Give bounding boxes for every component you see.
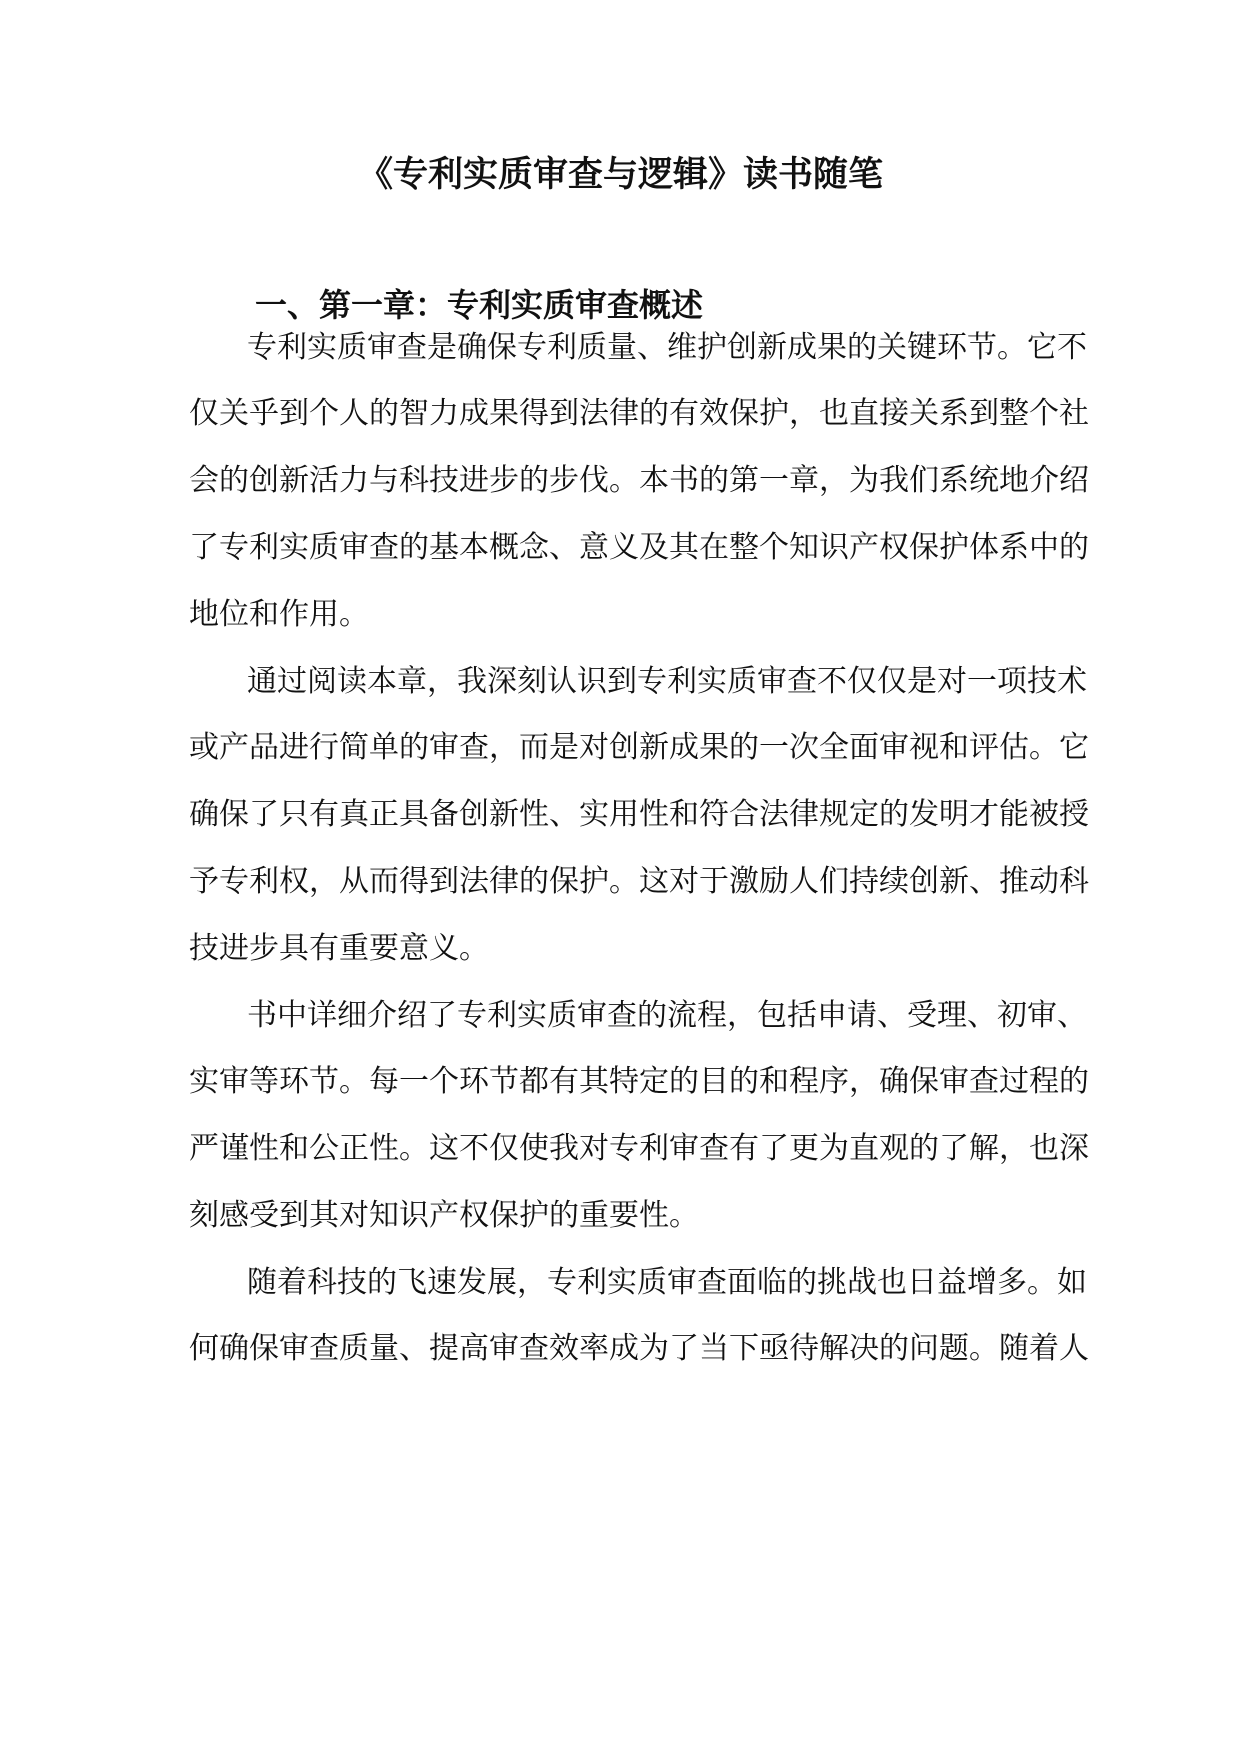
paragraph-2-line-3: 确保了只有真正具备创新性、实用性和符合法律规定的发明才能被授 (189, 797, 1089, 832)
document-title: 《专利实质审查与逻辑》读书随笔 (357, 154, 883, 195)
paragraph-2-line-1: 通过阅读本章，我深刻认识到专利实质审查不仅仅是对一项技术 (247, 664, 1087, 699)
paragraph-1-line-3: 会的创新活力与科技进步的步伐。本书的第一章，为我们系统地介绍 (189, 463, 1089, 498)
paragraph-3-line-3: 严谨性和公正性。这不仅使我对专利审查有了更为直观的了解，也深 (189, 1131, 1089, 1166)
paragraph-1-line-4: 了专利实质审查的基本概念、意义及其在整个知识产权保护体系中的 (189, 530, 1089, 565)
paragraph-3-line-1: 书中详细介绍了专利实质审查的流程，包括申请、受理、初审、 (247, 998, 1087, 1033)
paragraph-4-line-2: 何确保审查质量、提高审查效率成为了当下亟待解决的问题。随着人 (189, 1331, 1089, 1366)
paragraph-2-line-2: 或产品进行简单的审查，而是对创新成果的一次全面审视和评估。它 (189, 730, 1089, 765)
paragraph-1-line-5: 地位和作用。 (189, 597, 369, 632)
paragraph-3-line-4: 刻感受到其对知识产权保护的重要性。 (189, 1198, 699, 1233)
paragraph-1-line-1: 专利实质审查是确保专利质量、维护创新成果的关键环节。它不 (247, 330, 1087, 365)
paragraph-3-line-2: 实审等环节。每一个环节都有其特定的目的和程序，确保审查过程的 (189, 1064, 1089, 1099)
paragraph-2-line-4: 予专利权，从而得到法律的保护。这对于激励人们持续创新、推动科 (189, 864, 1089, 899)
paragraph-2-line-5: 技进步具有重要意义。 (189, 931, 489, 966)
paragraph-4-line-1: 随着科技的飞速发展，专利实质审查面临的挑战也日益增多。如 (247, 1265, 1087, 1300)
section-heading: 一、第一章：专利实质审查概述 (255, 286, 704, 324)
paragraph-1-line-2: 仅关乎到个人的智力成果得到法律的有效保护，也直接关系到整个社 (189, 396, 1089, 431)
